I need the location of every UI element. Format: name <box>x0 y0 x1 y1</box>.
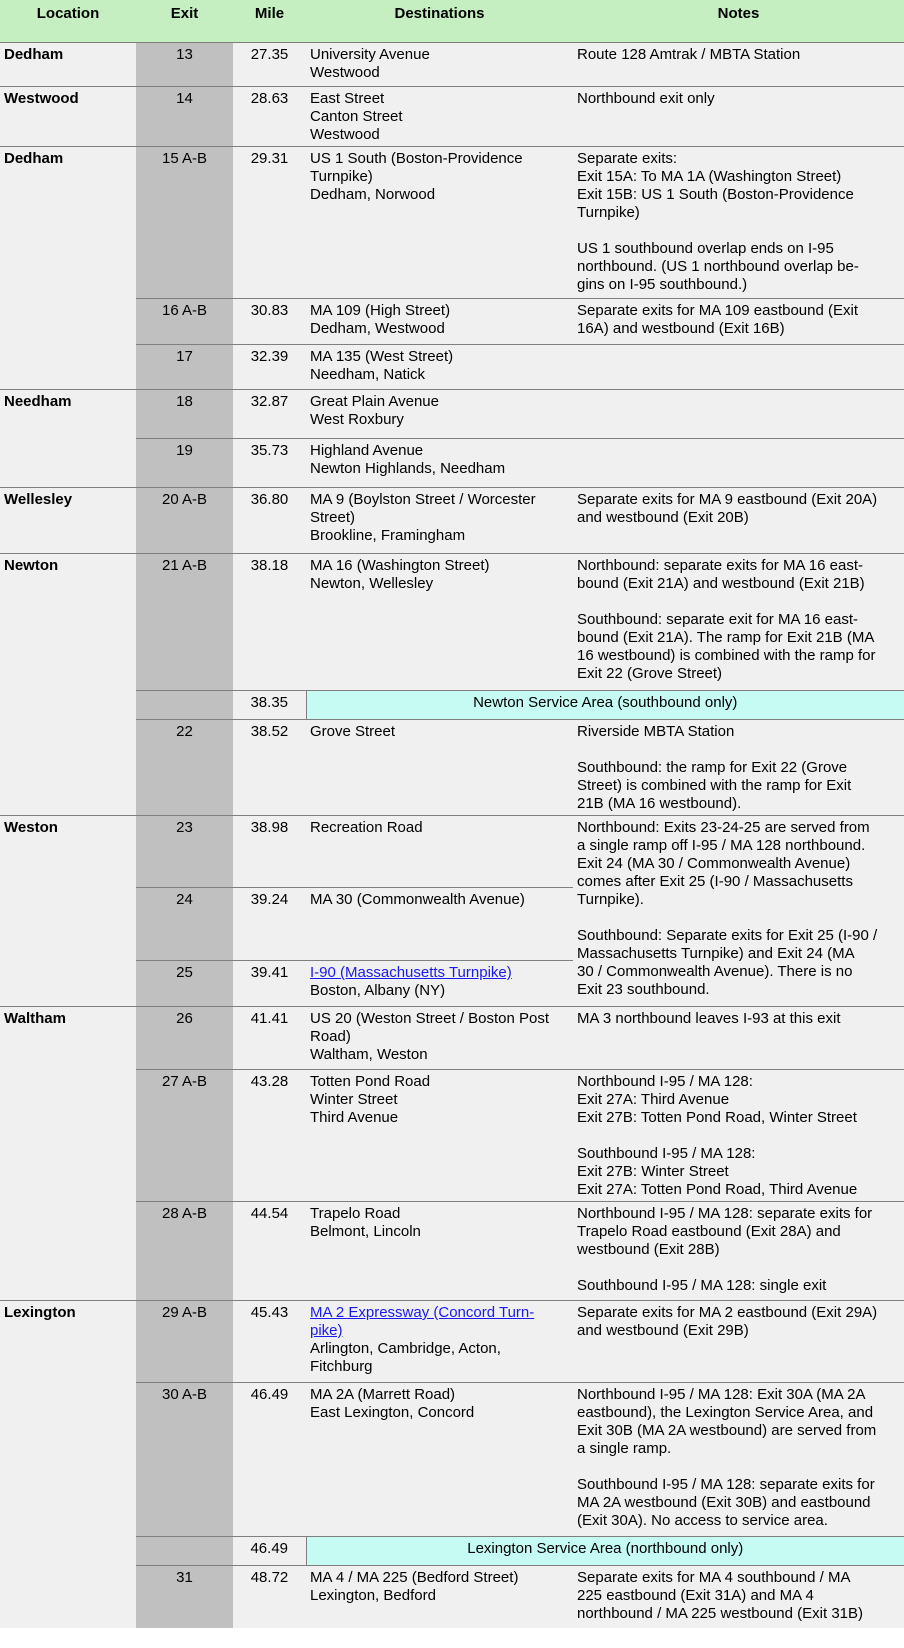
table-row <box>0 439 904 488</box>
mile-cell: 38.35 <box>233 691 306 720</box>
table-row <box>0 1007 904 1070</box>
exit-cell: 23 <box>136 816 233 888</box>
table-row <box>0 43 904 87</box>
mile-cell: 46.49 <box>233 1537 306 1566</box>
mile-cell: 45.43 <box>233 1301 306 1383</box>
table-row <box>0 1383 904 1537</box>
notes-cell: Separate exits for MA 4 southbound / MA 225 eastbound (Exit 31A) and MA 4 northbound / MA 225 westbound (Exit 31B) <box>573 1566 904 1628</box>
location-cell: Wellesley <box>0 488 136 554</box>
mile-cell: 38.52 <box>233 720 306 816</box>
exit-cell: 18 <box>136 390 233 439</box>
exit-cell <box>136 691 233 720</box>
notes-cell: Northbound: separate exits for MA 16 east- bound (Exit 21A) and westbound (Exit 21B) Southbound: separate exit for MA 16 east- bound (Exit 21A). The ramp for Exit 21B (MA 16 westbound) is combined with the ramp for Exit 22 (Grove Street) <box>573 554 904 691</box>
destinations-cell: MA 109 (High Street) Dedham, Westwood <box>306 299 573 345</box>
table-row <box>0 87 904 147</box>
exit-cell: 20 A-B <box>136 488 233 554</box>
table-row <box>0 299 904 345</box>
exit-cell: 16 A-B <box>136 299 233 345</box>
destinations-cell: Totten Pond Road Winter Street Third Avenue <box>306 1070 573 1202</box>
exit-cell: 25 <box>136 961 233 1007</box>
destinations-cell: I-90 (Massachusetts Turnpike) Boston, Albany (NY) <box>306 961 573 1007</box>
table-row <box>0 1301 904 1383</box>
exit-cell <box>136 1537 233 1566</box>
table-row <box>0 1566 904 1628</box>
notes-cell: Northbound I-95 / MA 128: Exit 30A (MA 2A eastbound), the Lexington Service Area, and Exit 30B (MA 2A westbound) are served from a single ramp. Southbound I-95 / MA 128: separate exits for MA 2A westbound (Exit 30B) and eastbound (Exit 30A). No access to service area. <box>573 1383 904 1537</box>
notes-cell: Northbound: Exits 23-24-25 are served from a single ramp off I-95 / MA 128 northbound. Exit 24 (MA 30 / Commonwealth Avenue) comes after Exit 25 (I-90 / Massachusetts Turnpike). Southbound: Separate exits for Exit 25 (I-90 / Massachusetts Turnpike) and Exit 24 (MA 30 / Commonwealth Avenue). There is no Exit 23 southbound. <box>573 816 904 1007</box>
mile-cell: 46.49 <box>233 1383 306 1537</box>
exit-cell: 22 <box>136 720 233 816</box>
header-mile: Mile <box>233 0 306 43</box>
destinations-cell: MA 135 (West Street) Needham, Natick <box>306 345 573 390</box>
exit-cell: 17 <box>136 345 233 390</box>
exit-cell: 15 A-B <box>136 147 233 299</box>
destinations-cell: Recreation Road <box>306 816 573 888</box>
destinations-cell: MA 4 / MA 225 (Bedford Street) Lexington, Bedford <box>306 1566 573 1628</box>
table-row <box>0 390 904 439</box>
destinations-cell: Highland Avenue Newton Highlands, Needham <box>306 439 573 488</box>
mile-cell: 41.41 <box>233 1007 306 1070</box>
location-cell: Lexington <box>0 1301 136 1628</box>
mile-cell: 38.18 <box>233 554 306 691</box>
mile-cell: 28.63 <box>233 87 306 147</box>
service-area-cell: Lexington Service Area (northbound only) <box>306 1537 904 1566</box>
exit-cell: 30 A-B <box>136 1383 233 1537</box>
header-destinations: Destinations <box>306 0 573 43</box>
destinations-cell: US 1 South (Boston-Providence Turnpike) Dedham, Norwood <box>306 147 573 299</box>
table-row <box>0 691 904 720</box>
service-area-cell: Newton Service Area (southbound only) <box>306 691 904 720</box>
table-row <box>0 554 904 691</box>
destinations-cell: Grove Street <box>306 720 573 816</box>
table-row <box>0 1202 904 1301</box>
exit-cell: 24 <box>136 888 233 961</box>
header-row <box>0 0 904 43</box>
location-cell: Dedham <box>0 43 136 87</box>
notes-cell: Separate exits for MA 109 eastbound (Exit 16A) and westbound (Exit 16B) <box>573 299 904 345</box>
location-cell: Dedham <box>0 147 136 390</box>
table-row <box>0 1070 904 1202</box>
header-location: Location <box>0 0 136 43</box>
table-row <box>0 147 904 299</box>
exit-cell: 29 A-B <box>136 1301 233 1383</box>
destinations-cell: MA 2A (Marrett Road) East Lexington, Concord <box>306 1383 573 1537</box>
notes-cell <box>573 345 904 390</box>
notes-cell: Route 128 Amtrak / MBTA Station <box>573 43 904 87</box>
location-cell: Needham <box>0 390 136 488</box>
table-row <box>0 1537 904 1566</box>
destinations-cell: Trapelo Road Belmont, Lincoln <box>306 1202 573 1301</box>
exit-cell: 19 <box>136 439 233 488</box>
mile-cell: 44.54 <box>233 1202 306 1301</box>
location-cell: Weston <box>0 816 136 1007</box>
mile-cell: 39.41 <box>233 961 306 1007</box>
notes-cell: Separate exits: Exit 15A: To MA 1A (Washington Street) Exit 15B: US 1 South (Boston-Providence Turnpike) US 1 southbound overlap ends on I-95 northbound. (US 1 northbound overlap be- gins on I-95 southbound.) <box>573 147 904 299</box>
exit-cell: 21 A-B <box>136 554 233 691</box>
location-cell: Waltham <box>0 1007 136 1301</box>
table-row <box>0 345 904 390</box>
exit-cell: 31 <box>136 1566 233 1628</box>
mile-cell: 48.72 <box>233 1566 306 1628</box>
i90-link[interactable]: I-90 (Massachusetts Turnpike) <box>310 964 512 981</box>
notes-cell: Northbound exit only <box>573 87 904 147</box>
mile-cell: 38.98 <box>233 816 306 888</box>
mile-cell: 29.31 <box>233 147 306 299</box>
exit-cell: 26 <box>136 1007 233 1070</box>
exit-cell: 13 <box>136 43 233 87</box>
mile-cell: 39.24 <box>233 888 306 961</box>
exit-cell: 28 A-B <box>136 1202 233 1301</box>
location-cell: Newton <box>0 554 136 816</box>
mile-cell: 36.80 <box>233 488 306 554</box>
mile-cell: 43.28 <box>233 1070 306 1202</box>
notes-cell: Riverside MBTA Station Southbound: the ramp for Exit 22 (Grove Street) is combined with the ramp for Exit 21B (MA 16 westbound). <box>573 720 904 816</box>
notes-cell <box>573 439 904 488</box>
header-notes: Notes <box>573 0 904 43</box>
table-row <box>0 816 904 888</box>
notes-cell: MA 3 northbound leaves I-93 at this exit <box>573 1007 904 1070</box>
mile-cell: 27.35 <box>233 43 306 87</box>
notes-cell: Northbound I-95 / MA 128: separate exits for Trapelo Road eastbound (Exit 28A) and westbound (Exit 28B) Southbound I-95 / MA 128: single exit <box>573 1202 904 1301</box>
notes-cell <box>573 390 904 439</box>
exit-cell: 27 A-B <box>136 1070 233 1202</box>
destinations-cell: MA 9 (Boylston Street / Worcester Street) Brookline, Framingham <box>306 488 573 554</box>
table-row <box>0 720 904 816</box>
destinations-cell: MA 2 Expressway (Concord Turn- pike) Arlington, Cambridge, Acton, Fitchburg <box>306 1301 573 1383</box>
mile-cell: 35.73 <box>233 439 306 488</box>
table-row <box>0 488 904 554</box>
destinations-cell: East Street Canton Street Westwood <box>306 87 573 147</box>
destinations-cell: US 20 (Weston Street / Boston Post Road) Waltham, Weston <box>306 1007 573 1070</box>
mile-cell: 30.83 <box>233 299 306 345</box>
notes-cell: Separate exits for MA 2 eastbound (Exit 29A) and westbound (Exit 29B) <box>573 1301 904 1383</box>
destinations-cell: MA 30 (Commonwealth Avenue) <box>306 888 573 961</box>
header-exit: Exit <box>136 0 233 43</box>
notes-cell: Northbound I-95 / MA 128: Exit 27A: Third Avenue Exit 27B: Totten Pond Road, Winter Street Southbound I-95 / MA 128: Exit 27B: Winter Street Exit 27A: Totten Pond Road, Third Avenue <box>573 1070 904 1202</box>
exit-cell: 14 <box>136 87 233 147</box>
destinations-cell: University Avenue Westwood <box>306 43 573 87</box>
mile-cell: 32.39 <box>233 345 306 390</box>
notes-cell: Separate exits for MA 9 eastbound (Exit 20A) and westbound (Exit 20B) <box>573 488 904 554</box>
destinations-cell: MA 16 (Washington Street) Newton, Wellesley <box>306 554 573 691</box>
location-cell: Westwood <box>0 87 136 147</box>
destinations-cell: Great Plain Avenue West Roxbury <box>306 390 573 439</box>
ma2-expressway-link[interactable]: MA 2 Expressway (Concord Turn- pike) <box>310 1304 535 1339</box>
mile-cell: 32.87 <box>233 390 306 439</box>
